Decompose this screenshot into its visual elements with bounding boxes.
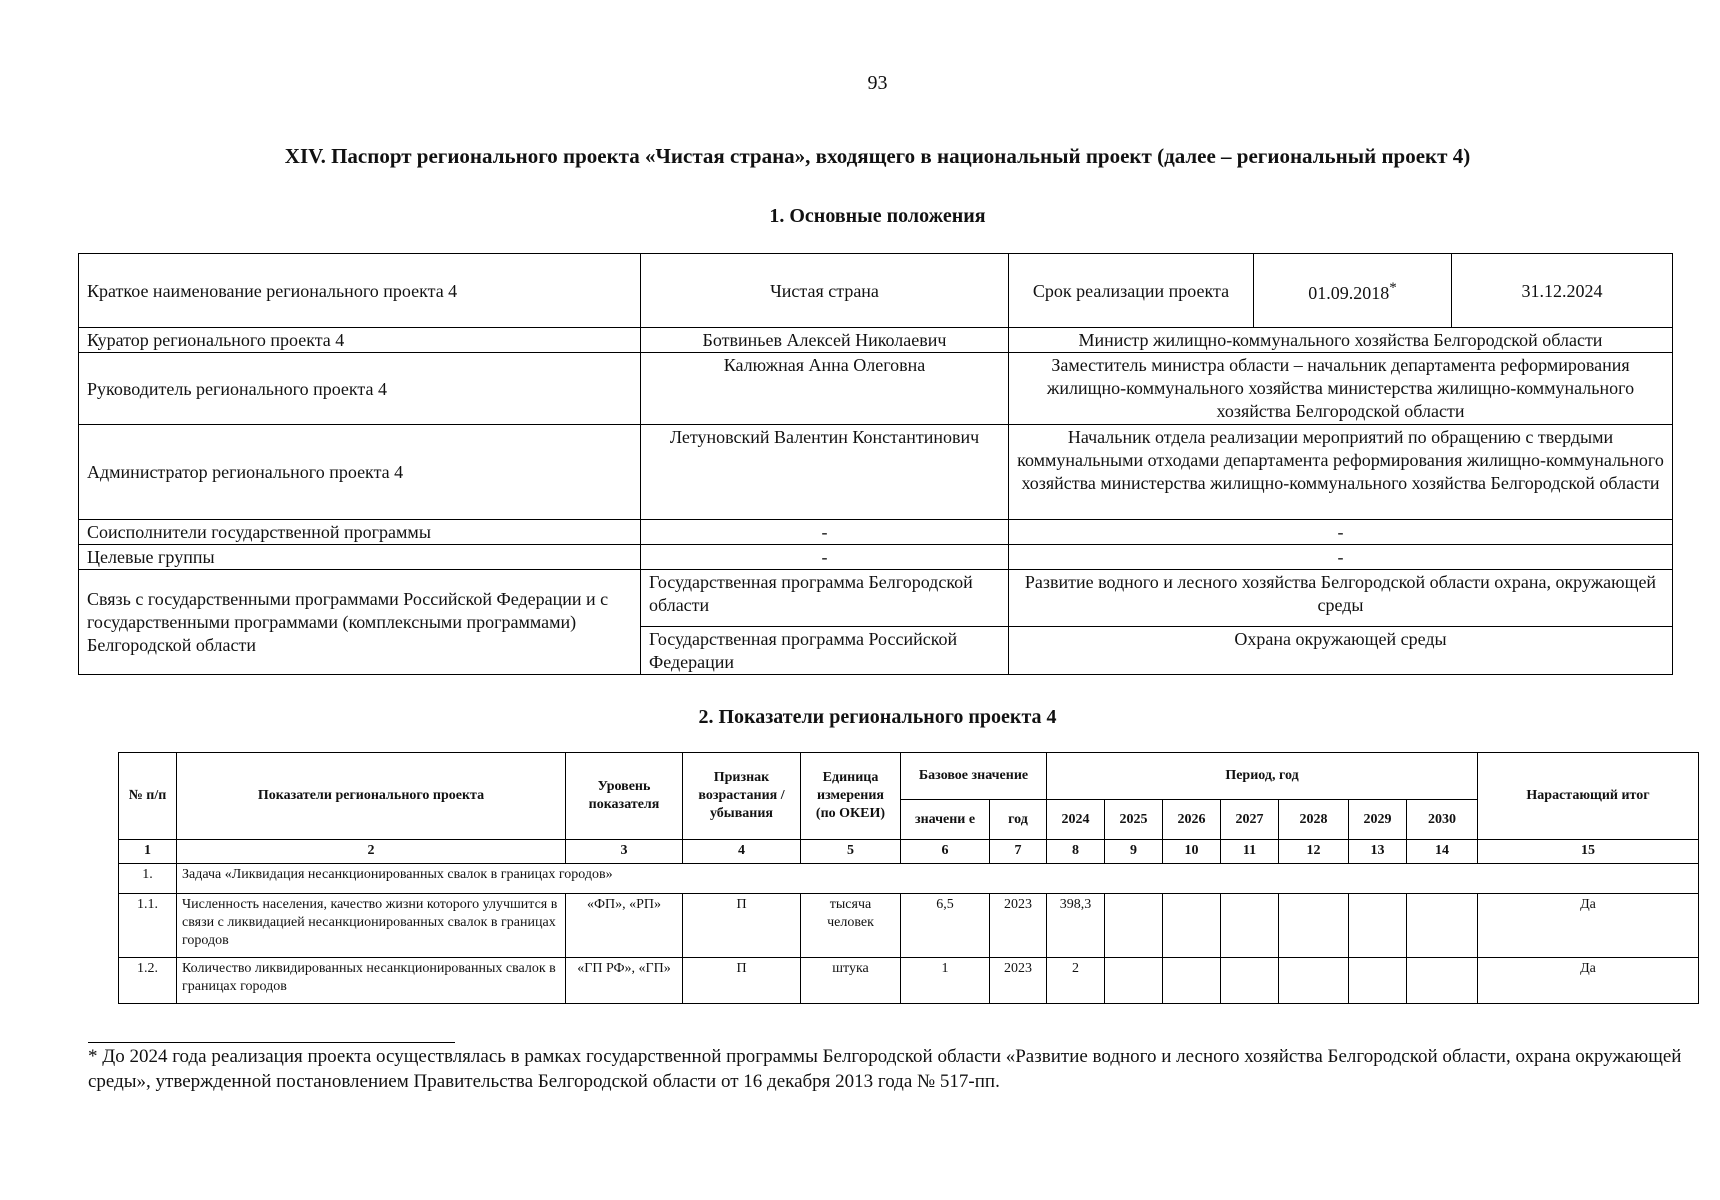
admin-label: Администратор регионального проекта 4 — [79, 425, 641, 520]
row-unit: штука — [801, 958, 901, 1004]
table-row — [79, 570, 1673, 627]
start-date-cell — [1254, 254, 1452, 328]
col-base-year-header: год — [990, 800, 1047, 840]
short-name-value: Чистая страна — [641, 254, 1009, 328]
row-sign: П — [683, 958, 801, 1004]
row-value-2025 — [1105, 958, 1163, 1004]
section-1-heading: 1. Основные положения — [769, 205, 986, 227]
row-value-2028 — [1279, 894, 1349, 958]
row-value-2024: 398,3 — [1047, 894, 1105, 958]
year-header: 2027 — [1221, 800, 1279, 840]
admin-position: Начальник отдела реализации мероприятий по обращению с твердыми коммунальными отходами департамента реформирования жилищно-коммунального хозяйства министерства жилищно-коммунального хозяйства Белгородской области — [1009, 425, 1673, 520]
basic-provisions-table — [78, 253, 1673, 675]
coexec-value: - — [641, 520, 1009, 545]
row-indicator-name: Численность населения, качество жизни которого улучшится в связи с ликвидацией несанкционированных свалок в границах городов — [177, 894, 566, 958]
column-number: 4 — [683, 840, 801, 864]
year-header: 2029 — [1349, 800, 1407, 840]
row-value-2030 — [1407, 958, 1478, 1004]
year-header: 2025 — [1105, 800, 1163, 840]
table-row — [119, 894, 1699, 958]
col-period-header: Период, год — [1047, 753, 1478, 800]
row-num: 1.1. — [119, 894, 177, 958]
year-header: 2030 — [1407, 800, 1478, 840]
row-value-2029 — [1349, 894, 1407, 958]
row-level: «ГП РФ», «ГП» — [566, 958, 683, 1004]
head-label: Руководитель регионального проекта 4 — [79, 353, 641, 425]
col-num-header: № п/п — [119, 753, 177, 840]
col-base-value-header: значени е — [901, 800, 990, 840]
row-value-2028 — [1279, 958, 1349, 1004]
program-2-name: Охрана окружающей среды — [1009, 627, 1673, 675]
program-2-type: Государственная программа Российской Федерации — [641, 627, 1009, 675]
short-name-label: Краткое наименование регионального проекта 4 — [79, 254, 641, 328]
row-cumulative: Да — [1478, 894, 1699, 958]
row-value-2026 — [1163, 958, 1221, 1004]
row-base-value: 6,5 — [901, 894, 990, 958]
indicators-table — [118, 752, 1699, 1004]
column-number: 9 — [1105, 840, 1163, 864]
task-num: 1. — [119, 864, 177, 894]
column-number: 6 — [901, 840, 990, 864]
table-row — [79, 520, 1673, 545]
table-row — [79, 328, 1673, 353]
admin-name: Летуновский Валентин Константинович — [641, 425, 1009, 520]
column-number: 15 — [1478, 840, 1699, 864]
column-number: 7 — [990, 840, 1047, 864]
row-unit: тысяча человек — [801, 894, 901, 958]
table-row — [79, 425, 1673, 520]
column-number-row — [119, 840, 1699, 864]
row-value-2025 — [1105, 894, 1163, 958]
row-cumulative: Да — [1478, 958, 1699, 1004]
year-header: 2026 — [1163, 800, 1221, 840]
header-row — [119, 753, 1699, 800]
task-text: Задача «Ликвидация несанкционированных свалок в границах городов» — [177, 864, 1699, 894]
targets-value-2: - — [1009, 545, 1673, 570]
row-value-2024: 2 — [1047, 958, 1105, 1004]
column-number: 1 — [119, 840, 177, 864]
head-name: Калюжная Анна Олеговна — [641, 353, 1009, 425]
program-link-label: Связь с государственными программами Российской Федерации и с государственными программами (комплексными программами) Белгородской области — [79, 570, 641, 675]
row-value-2030 — [1407, 894, 1478, 958]
row-num: 1.2. — [119, 958, 177, 1004]
coexec-label: Соисполнители государственной программы — [79, 520, 641, 545]
curator-position: Министр жилищно-коммунального хозяйства Белгородской области — [1009, 328, 1673, 353]
row-value-2029 — [1349, 958, 1407, 1004]
program-1-type: Государственная программа Белгородской области — [641, 570, 1009, 627]
program-1-name: Развитие водного и лесного хозяйства Белгородской области охрана, окружающей среды — [1009, 570, 1673, 627]
table-row — [79, 545, 1673, 570]
row-indicator-name: Количество ликвидированных несанкционированных свалок в границах городов — [177, 958, 566, 1004]
column-number: 10 — [1163, 840, 1221, 864]
table-row — [79, 254, 1673, 328]
page-number: 93 — [867, 72, 888, 94]
row-base-value: 1 — [901, 958, 990, 1004]
col-level-header: Уровень показателя — [566, 753, 683, 840]
column-number: 14 — [1407, 840, 1478, 864]
coexec-value-2: - — [1009, 520, 1673, 545]
col-indicator-header: Показатели регионального проекта — [177, 753, 566, 840]
start-date-footnote-mark: * — [1389, 280, 1397, 296]
column-number: 12 — [1279, 840, 1349, 864]
col-unit-header: Единица измерения (по ОКЕИ) — [801, 753, 901, 840]
column-number: 3 — [566, 840, 683, 864]
row-base-year: 2023 — [990, 894, 1047, 958]
year-header: 2028 — [1279, 800, 1349, 840]
column-number: 8 — [1047, 840, 1105, 864]
curator-label: Куратор регионального проекта 4 — [79, 328, 641, 353]
targets-label: Целевые группы — [79, 545, 641, 570]
footnote: * До 2024 года реализация проекта осуществлялась в рамках государственной программы Белгородской области «Развитие водного и лесного хозяйства Белгородской области, охрана окружающей среды», утвержденной постановлением Правительства Белгородской области от 16 декабря 2013 года № 517-пп. — [88, 1046, 1682, 1092]
row-level: «ФП», «РП» — [566, 894, 683, 958]
year-header: 2024 — [1047, 800, 1105, 840]
targets-value: - — [641, 545, 1009, 570]
table-row — [79, 353, 1673, 425]
row-base-year: 2023 — [990, 958, 1047, 1004]
curator-name: Ботвиньев Алексей Николаевич — [641, 328, 1009, 353]
row-value-2026 — [1163, 894, 1221, 958]
column-number: 5 — [801, 840, 901, 864]
section-2-heading: 2. Показатели регионального проекта 4 — [698, 706, 1057, 728]
col-sign-header: Признак возрастания / убывания — [683, 753, 801, 840]
footnote-divider — [88, 1042, 455, 1043]
col-base-header: Базовое значение — [901, 753, 1047, 800]
head-position: Заместитель министра области – начальник департамента реформирования жилищно-коммунального хозяйства министерства жилищно-коммунального хозяйства Белгородской области — [1009, 353, 1673, 425]
column-number: 13 — [1349, 840, 1407, 864]
row-value-2027 — [1221, 894, 1279, 958]
term-label: Срок реализации проекта — [1009, 254, 1254, 328]
table-row — [119, 958, 1699, 1004]
row-sign: П — [683, 894, 801, 958]
col-cumulative-header: Нарастающий итог — [1478, 753, 1699, 840]
column-number: 11 — [1221, 840, 1279, 864]
end-date: 31.12.2024 — [1452, 254, 1673, 328]
document-title: XIV. Паспорт регионального проекта «Чистая страна», входящего в национальный проект (далее – региональный проект 4) — [284, 144, 1471, 168]
task-row — [119, 864, 1699, 894]
column-number: 2 — [177, 840, 566, 864]
row-value-2027 — [1221, 958, 1279, 1004]
start-date: 01.09.2018 — [1308, 283, 1390, 303]
